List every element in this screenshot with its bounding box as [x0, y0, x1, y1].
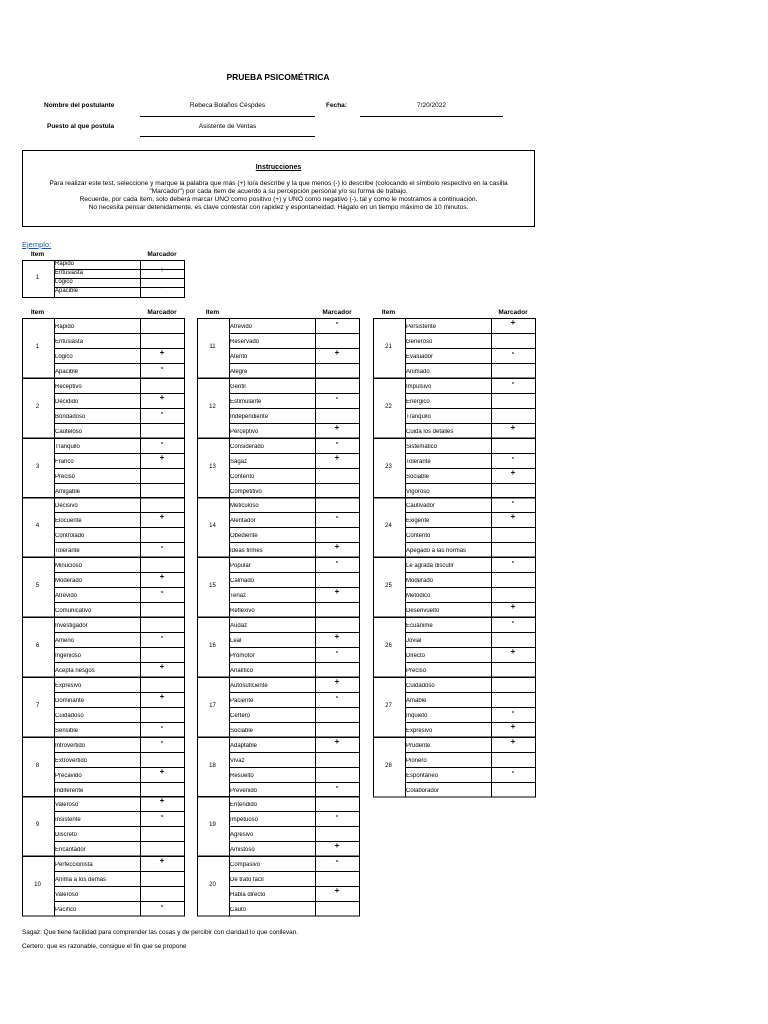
item-word: Calmado [230, 578, 255, 585]
item-number: 22 [385, 403, 392, 410]
example-word: Apacible [55, 288, 79, 294]
col1-item-header: Item [30, 309, 45, 316]
item-marker-cell[interactable]: + [334, 736, 340, 746]
item-word: Lógico [55, 354, 73, 360]
item-marker-cell[interactable]: + [159, 452, 165, 462]
item-number: 11 [209, 344, 216, 350]
example-label: Ejemplo: [22, 240, 52, 249]
item-group [22, 796, 185, 856]
item-word: Vivaz [230, 757, 245, 764]
item-word: Autosuficiente [230, 682, 268, 689]
item-word: Entendido [230, 802, 258, 809]
item-marker-cell[interactable]: + [159, 572, 165, 582]
col2-marker-header: Marcador [322, 309, 352, 316]
item-word: Gentil [230, 383, 246, 390]
item-word: Directo [406, 653, 426, 659]
item-word: Cuidadoso [55, 712, 84, 719]
item-word: Tenaz [230, 593, 247, 600]
item-word: Preciso [55, 473, 76, 480]
example-table [22, 251, 184, 299]
instructions-line-2: Recuerde, por cada ítem, solo deberá marcar UNO como positivo (+) y UNO como negativo (-), tal y como le mostramos a continuación. [79, 196, 478, 203]
example-word: Entusiasta [55, 270, 84, 276]
item-marker-cell[interactable]: - [335, 691, 339, 701]
item-number: 13 [209, 463, 216, 470]
item-marker-cell[interactable]: - [511, 377, 515, 387]
item-word: Sensible [55, 727, 79, 734]
item-group [373, 378, 536, 438]
item-marker-cell[interactable]: - [335, 781, 339, 791]
item-group [373, 677, 536, 737]
col2-item-header: Item [205, 309, 220, 316]
item-word: Alentador [230, 518, 256, 525]
item-marker-cell[interactable]: + [334, 587, 340, 597]
item-group [22, 378, 185, 438]
page-title: PRUEBA PSICOMÉTRICA [226, 72, 330, 82]
item-word: Precavido [55, 772, 82, 779]
item-word: Acepta riesgos [55, 668, 95, 674]
example-mark: - [160, 285, 164, 292]
item-number: 12 [209, 403, 216, 410]
item-marker-cell[interactable]: + [334, 348, 340, 357]
name-underline [140, 116, 315, 117]
item-word: Tolerante [406, 458, 431, 465]
item-marker-cell[interactable]: - [511, 497, 515, 507]
item-word: Preciso [406, 668, 427, 674]
item-word: Impulsivo [406, 383, 432, 390]
item-word: Pionero [406, 757, 427, 764]
item-word: Independiente [230, 413, 269, 420]
item-number: 14 [209, 523, 216, 530]
item-number: 1 [35, 344, 40, 350]
item-word: Animado [406, 369, 430, 375]
item-word: Discreto [55, 832, 78, 839]
item-word: Dominante [55, 697, 85, 704]
item-group [22, 557, 185, 617]
item-group [197, 497, 360, 557]
item-word: Sistemático [406, 443, 438, 450]
item-marker-cell[interactable]: + [510, 647, 516, 656]
item-word: Tolerante [55, 548, 80, 555]
item-group [22, 677, 185, 737]
item-marker-cell[interactable]: - [511, 557, 515, 567]
item-marker-cell[interactable]: - [511, 617, 515, 626]
item-number: 19 [209, 822, 216, 829]
item-marker-cell[interactable]: - [160, 587, 164, 597]
item-word: Estimulante [230, 398, 262, 405]
item-word: Atento [230, 354, 248, 360]
item-marker-cell[interactable]: + [159, 512, 165, 522]
item-number: 25 [385, 583, 392, 590]
item-word: Le agrada discutir [406, 563, 454, 570]
item-word: Analítico [230, 668, 254, 674]
item-word: Ecuánime [406, 623, 433, 629]
item-marker-cell[interactable]: + [510, 736, 516, 746]
item-word: Franco [55, 458, 74, 465]
item-word: Bondadoso [55, 413, 86, 420]
item-word: Enérgico [406, 398, 430, 405]
item-word: Ameno [55, 638, 75, 644]
item-word: Obediente [230, 533, 258, 540]
item-number: 2 [35, 403, 40, 410]
item-word: Reservado [230, 339, 260, 345]
example-word: Lógico [55, 279, 73, 285]
date-value[interactable]: 7/20/2022 [417, 102, 446, 109]
item-word: Certero [230, 712, 251, 719]
item-word: Impetuoso [230, 817, 259, 824]
item-marker-cell[interactable]: + [334, 676, 340, 686]
item-marker-cell[interactable]: - [160, 811, 164, 821]
item-word: Apegado a las normas [406, 548, 467, 555]
item-marker-cell[interactable]: - [160, 736, 164, 746]
item-marker-cell[interactable]: + [510, 512, 516, 522]
item-marker-cell[interactable]: - [511, 706, 515, 716]
item-word: Minucioso [55, 563, 83, 570]
item-group [22, 617, 185, 677]
item-number: 6 [35, 643, 40, 649]
item-marker-cell[interactable]: + [510, 422, 516, 432]
item-marker-cell[interactable]: - [160, 542, 164, 552]
item-marker-cell[interactable]: + [334, 452, 340, 462]
name-label: Nombre del postulante [44, 102, 115, 109]
item-word: Prudente [406, 742, 431, 749]
position-label: Puesto al que postula [47, 123, 115, 130]
item-number: 20 [209, 882, 216, 889]
item-word: Encantador [55, 847, 86, 854]
item-group [373, 617, 536, 677]
item-group [197, 856, 360, 916]
item-word: Tranquilo [55, 443, 80, 450]
example-mark: + [159, 267, 165, 274]
item-word: Controlado [55, 533, 85, 540]
item-marker-cell[interactable]: - [511, 348, 515, 357]
item-marker-cell[interactable]: - [335, 437, 339, 447]
instructions-heading: Instrucciones [255, 164, 302, 171]
item-word: Entusiasta [55, 339, 84, 345]
item-word: Cauteloso [55, 428, 83, 435]
item-word: Evaluador [406, 354, 434, 360]
item-word: Receptivo [55, 383, 82, 390]
item-word: Contento [230, 473, 255, 480]
example-word: Rápido [55, 261, 75, 267]
item-word: Perfeccionista [55, 862, 93, 869]
item-number: 21 [385, 344, 392, 350]
item-marker-cell[interactable]: - [335, 512, 339, 522]
item-word: Compasivo [230, 862, 261, 869]
item-number: 4 [35, 523, 40, 530]
item-marker-cell[interactable]: + [159, 766, 165, 776]
item-word: Moderado [55, 578, 83, 585]
item-word: Cautivador [406, 503, 436, 510]
item-word: Extrovertido [55, 757, 88, 764]
item-number: 16 [209, 643, 216, 649]
item-word: Ingenioso [55, 653, 82, 659]
item-group [197, 677, 360, 737]
item-marker-cell[interactable]: + [159, 392, 165, 402]
name-value[interactable]: Rebeca Bolaños Céspdes [189, 102, 266, 109]
item-marker-cell[interactable]: - [160, 437, 164, 447]
item-word: Elocuente [55, 518, 82, 525]
item-word: Generoso [406, 339, 433, 345]
item-word: Espontáneo [406, 772, 439, 779]
item-marker-cell[interactable]: - [335, 557, 339, 567]
instructions-line-3: No necesita pensar detenidamente, es clave contestar con rapidez y espontaneidad. Hágalo en un tiempo máximo de 10 minutos. [88, 204, 469, 211]
item-marker-cell[interactable]: + [510, 467, 516, 477]
item-group [197, 438, 360, 498]
item-marker-cell[interactable]: - [160, 901, 164, 911]
item-word: Perceptivo [230, 428, 259, 435]
item-word: Popular [230, 563, 251, 570]
item-group [373, 557, 536, 617]
item-word: Inquieto [406, 712, 428, 719]
example-marker-header: Marcador [147, 251, 177, 258]
item-number: 3 [35, 463, 40, 470]
item-marker-cell[interactable]: - [160, 721, 164, 731]
item-marker-cell[interactable]: + [159, 348, 165, 357]
item-word: Valeroso [55, 802, 79, 809]
item-number: 23 [385, 463, 392, 470]
item-number: 10 [34, 882, 41, 889]
item-word: Leal [230, 638, 242, 644]
item-word: Habla directo [230, 892, 266, 899]
item-word: Jovial [406, 638, 422, 644]
item-word: Pacífico [55, 907, 77, 914]
item-word: Tranquilo [406, 413, 431, 420]
item-group [197, 557, 360, 617]
item-marker-cell[interactable]: - [511, 452, 515, 462]
col3-marker-header: Marcador [498, 309, 528, 316]
item-word: Amigable [55, 488, 81, 495]
item-marker-cell[interactable]: + [159, 662, 165, 671]
item-number: 5 [35, 583, 40, 590]
item-marker-cell[interactable]: - [335, 856, 339, 866]
item-word: Amable [406, 697, 427, 704]
item-word: Reflexivo [230, 608, 255, 615]
item-group [197, 378, 360, 438]
item-word: Cuidadoso [406, 682, 435, 689]
example-item-number: 1 [35, 275, 40, 281]
item-word: Alegre [230, 369, 248, 375]
item-marker-cell[interactable]: - [335, 811, 339, 821]
item-number: 18 [209, 762, 216, 769]
item-group [22, 737, 185, 797]
item-marker-cell[interactable]: + [334, 542, 340, 552]
item-word: Prevenido [230, 787, 258, 794]
item-group [197, 737, 360, 797]
item-marker-cell[interactable]: + [334, 841, 340, 851]
item-group [197, 617, 360, 677]
item-word: Colaborador [406, 787, 440, 794]
item-marker-cell[interactable]: - [160, 632, 164, 641]
item-marker-cell[interactable]: + [334, 422, 340, 432]
item-word: Competitivo [230, 488, 262, 495]
item-word: Moderado [406, 578, 434, 585]
item-group [373, 497, 536, 557]
item-word: Cuida los detalles [406, 428, 454, 435]
item-group [22, 497, 185, 557]
item-number: 9 [35, 822, 40, 829]
item-word: Atrevido [230, 324, 253, 330]
item-word: Atrevido [55, 593, 78, 600]
item-group [197, 318, 360, 378]
item-marker-cell[interactable]: - [335, 392, 339, 402]
item-number: 15 [209, 583, 216, 590]
item-word: Resuelto [230, 772, 254, 779]
item-marker-cell[interactable]: - [160, 407, 164, 417]
instructions-box [22, 150, 535, 227]
item-group [22, 318, 185, 378]
position-underline [140, 136, 315, 137]
item-word: Valeroso [55, 892, 79, 899]
date-label: Fecha: [326, 102, 347, 109]
item-word: Comunicativo [55, 608, 92, 615]
instructions-text [35, 180, 522, 212]
item-marker-cell[interactable]: - [335, 318, 339, 327]
item-word: Promotor [230, 653, 255, 659]
item-marker-cell[interactable]: + [159, 691, 165, 701]
item-marker-cell[interactable]: - [335, 647, 339, 656]
item-word: Anima a los demás [55, 877, 107, 884]
note-sagaz: Sagaz: Que tiene facilidad para comprender las cosas y de percibir con claridad lo que conllevan. [22, 929, 299, 936]
item-word: Adaptable [230, 742, 258, 749]
item-group [22, 438, 185, 498]
col1-marker-header: Marcador [147, 309, 177, 316]
item-word: Audaz [230, 623, 248, 629]
item-marker-cell[interactable]: + [510, 602, 516, 612]
item-marker-cell[interactable]: + [159, 856, 165, 866]
item-marker-cell[interactable]: + [510, 721, 516, 731]
item-word: Decidido [55, 398, 79, 405]
item-word: Cauto [230, 907, 247, 914]
item-word: Desenvuelto [406, 608, 440, 615]
item-word: Sagaz [230, 458, 248, 465]
item-group [197, 796, 360, 856]
item-word: Expresivo [406, 727, 433, 734]
position-value[interactable]: Asistente de Ventas [198, 123, 257, 130]
item-word: Insistente [55, 817, 81, 824]
item-marker-cell[interactable]: + [334, 632, 340, 641]
item-marker-cell[interactable]: + [159, 796, 165, 806]
item-word: Rápido [55, 324, 75, 330]
item-number: 28 [385, 762, 392, 769]
instructions-line-1: Para realizar este test, seleccione y marque la palabra que más (+) lo/a describe y la que menos (-) lo describe (colocando el símbolo respectivo en la casilla "Marcador") por cada ítem de acuerdo a su percepción personal y/o su forma de trabajo. [49, 180, 508, 195]
item-marker-cell[interactable]: - [511, 766, 515, 776]
item-word: Exigente [406, 518, 430, 525]
item-word: Indiferente [55, 787, 84, 794]
item-word: Metódico [406, 593, 431, 600]
item-group [22, 856, 185, 916]
example-item-header: Item [30, 251, 45, 258]
item-word: Agresivo [230, 832, 254, 839]
item-number: 17 [209, 702, 216, 709]
note-certero: Certero: que es razonable, consigue el fin que se propone [22, 943, 187, 950]
item-group [373, 318, 536, 378]
item-number: 8 [35, 762, 40, 769]
item-word: Investigador [55, 623, 88, 629]
item-word: Paciente [230, 697, 254, 704]
item-marker-cell[interactable]: - [160, 363, 164, 372]
item-word: De trato fácil [230, 877, 264, 884]
item-word: Considerado [230, 443, 265, 450]
item-word: Meticuloso [230, 503, 259, 510]
item-group [373, 438, 536, 498]
item-word: Vigoroso [406, 488, 430, 495]
item-word: Ideas firmes [230, 548, 263, 555]
item-word: Decisivo [55, 503, 78, 510]
col3-item-header: Item [381, 309, 396, 316]
item-number: 24 [385, 523, 392, 530]
item-word: Sociable [230, 727, 254, 734]
item-word: Persistente [406, 324, 437, 330]
item-word: Introvertido [55, 742, 86, 749]
item-word: Expresivo [55, 682, 82, 689]
item-word: Contento [406, 533, 431, 540]
date-underline [360, 116, 503, 117]
item-number: 26 [385, 643, 392, 649]
item-number: 7 [35, 702, 40, 709]
item-marker-cell[interactable]: + [334, 886, 340, 896]
item-marker-cell[interactable]: + [510, 318, 516, 327]
item-group [373, 737, 536, 797]
item-word: Apacible [55, 369, 79, 375]
item-number: 27 [385, 702, 392, 709]
item-word: Amistoso [230, 847, 255, 854]
item-word: Sociable [406, 473, 430, 480]
